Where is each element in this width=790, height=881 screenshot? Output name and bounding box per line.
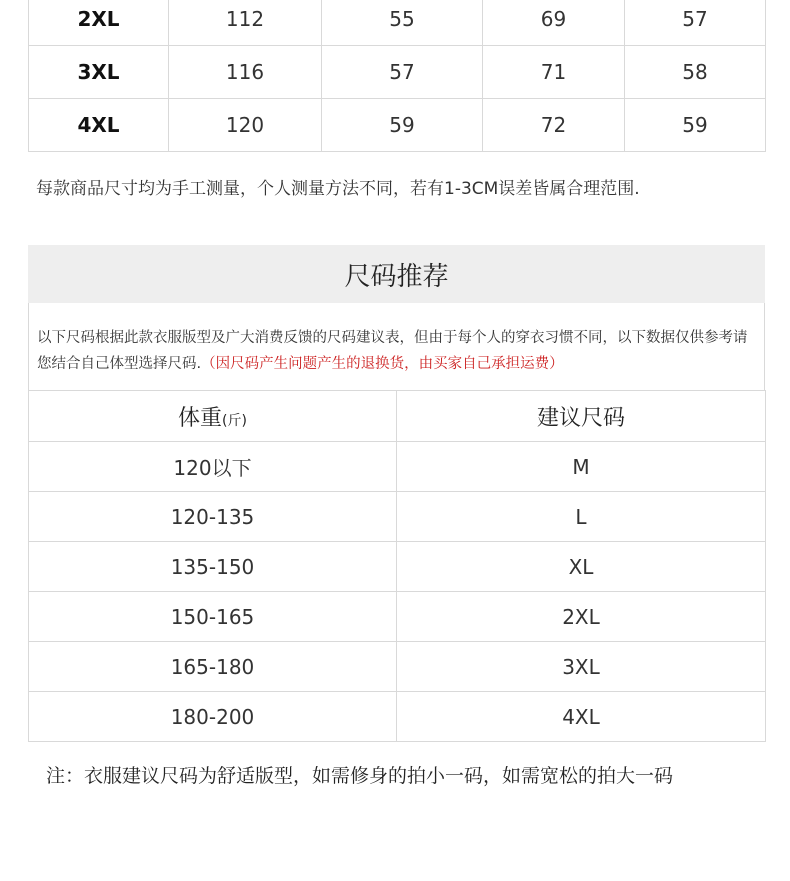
weight-unit: (斤) — [222, 412, 247, 429]
size-cell: L — [397, 492, 766, 542]
size-cell: XL — [397, 542, 766, 592]
table-cell: 59 — [322, 99, 483, 152]
description-text: 以下尺码根据此款衣服版型及广大消费反馈的尺码建议表，但由于每个人的穿衣习惯不同，以下数据仅供参考请您结合自己体型选择尺码. — [37, 330, 748, 372]
size-column-header: 建议尺码 — [397, 391, 766, 442]
table-row — [29, 0, 766, 46]
weight-header-label: 体重 — [178, 405, 223, 431]
measurement-note: 每款商品尺寸均为手工测量，个人测量方法不同，若有1-3CM误差皆属合理范围. — [36, 179, 640, 199]
weight-cell: 135-150 — [29, 542, 397, 592]
weight-cell: 180-200 — [29, 692, 397, 742]
table-cell: 55 — [322, 0, 483, 46]
fit-advice-note: 注：衣服建议尺码为舒适版型，如需修身的拍小一码，如需宽松的拍大一码 — [46, 765, 674, 787]
size-cell: 2XL — [397, 592, 766, 642]
table-cell: 72 — [483, 99, 625, 152]
table-cell: 112 — [169, 0, 322, 46]
size-cell: 3XL — [397, 642, 766, 692]
table-row — [29, 542, 766, 592]
table-cell: 58 — [625, 46, 766, 99]
weight-column-header — [29, 391, 397, 442]
table-row — [29, 46, 766, 99]
table-cell: 57 — [322, 46, 483, 99]
weight-cell: 120-135 — [29, 492, 397, 542]
table-cell: 57 — [625, 0, 766, 46]
weight-cell: 120以下 — [29, 442, 397, 492]
table-row — [29, 642, 766, 692]
size-cell: 4XL — [397, 692, 766, 742]
weight-cell: 150-165 — [29, 592, 397, 642]
table-row — [29, 442, 766, 492]
table-cell: 120 — [169, 99, 322, 152]
size-label: 2XL — [29, 0, 169, 46]
table-header-row — [29, 391, 766, 442]
size-label: 3XL — [29, 46, 169, 99]
size-cell: M — [397, 442, 766, 492]
table-row — [29, 492, 766, 542]
table-cell: 116 — [169, 46, 322, 99]
return-disclaimer: （因尺码产生问题产生的退换货，由买家自己承担运费） — [201, 356, 564, 372]
recommendation-description — [28, 303, 765, 390]
size-measurement-table — [28, 0, 766, 152]
table-row — [29, 692, 766, 742]
table-cell: 71 — [483, 46, 625, 99]
size-recommendation-title: 尺码推荐 — [28, 245, 765, 303]
table-row — [29, 99, 766, 152]
size-label: 4XL — [29, 99, 169, 152]
weight-cell: 165-180 — [29, 642, 397, 692]
size-recommendation-table — [28, 390, 766, 742]
table-row — [29, 592, 766, 642]
table-cell: 59 — [625, 99, 766, 152]
table-cell: 69 — [483, 0, 625, 46]
